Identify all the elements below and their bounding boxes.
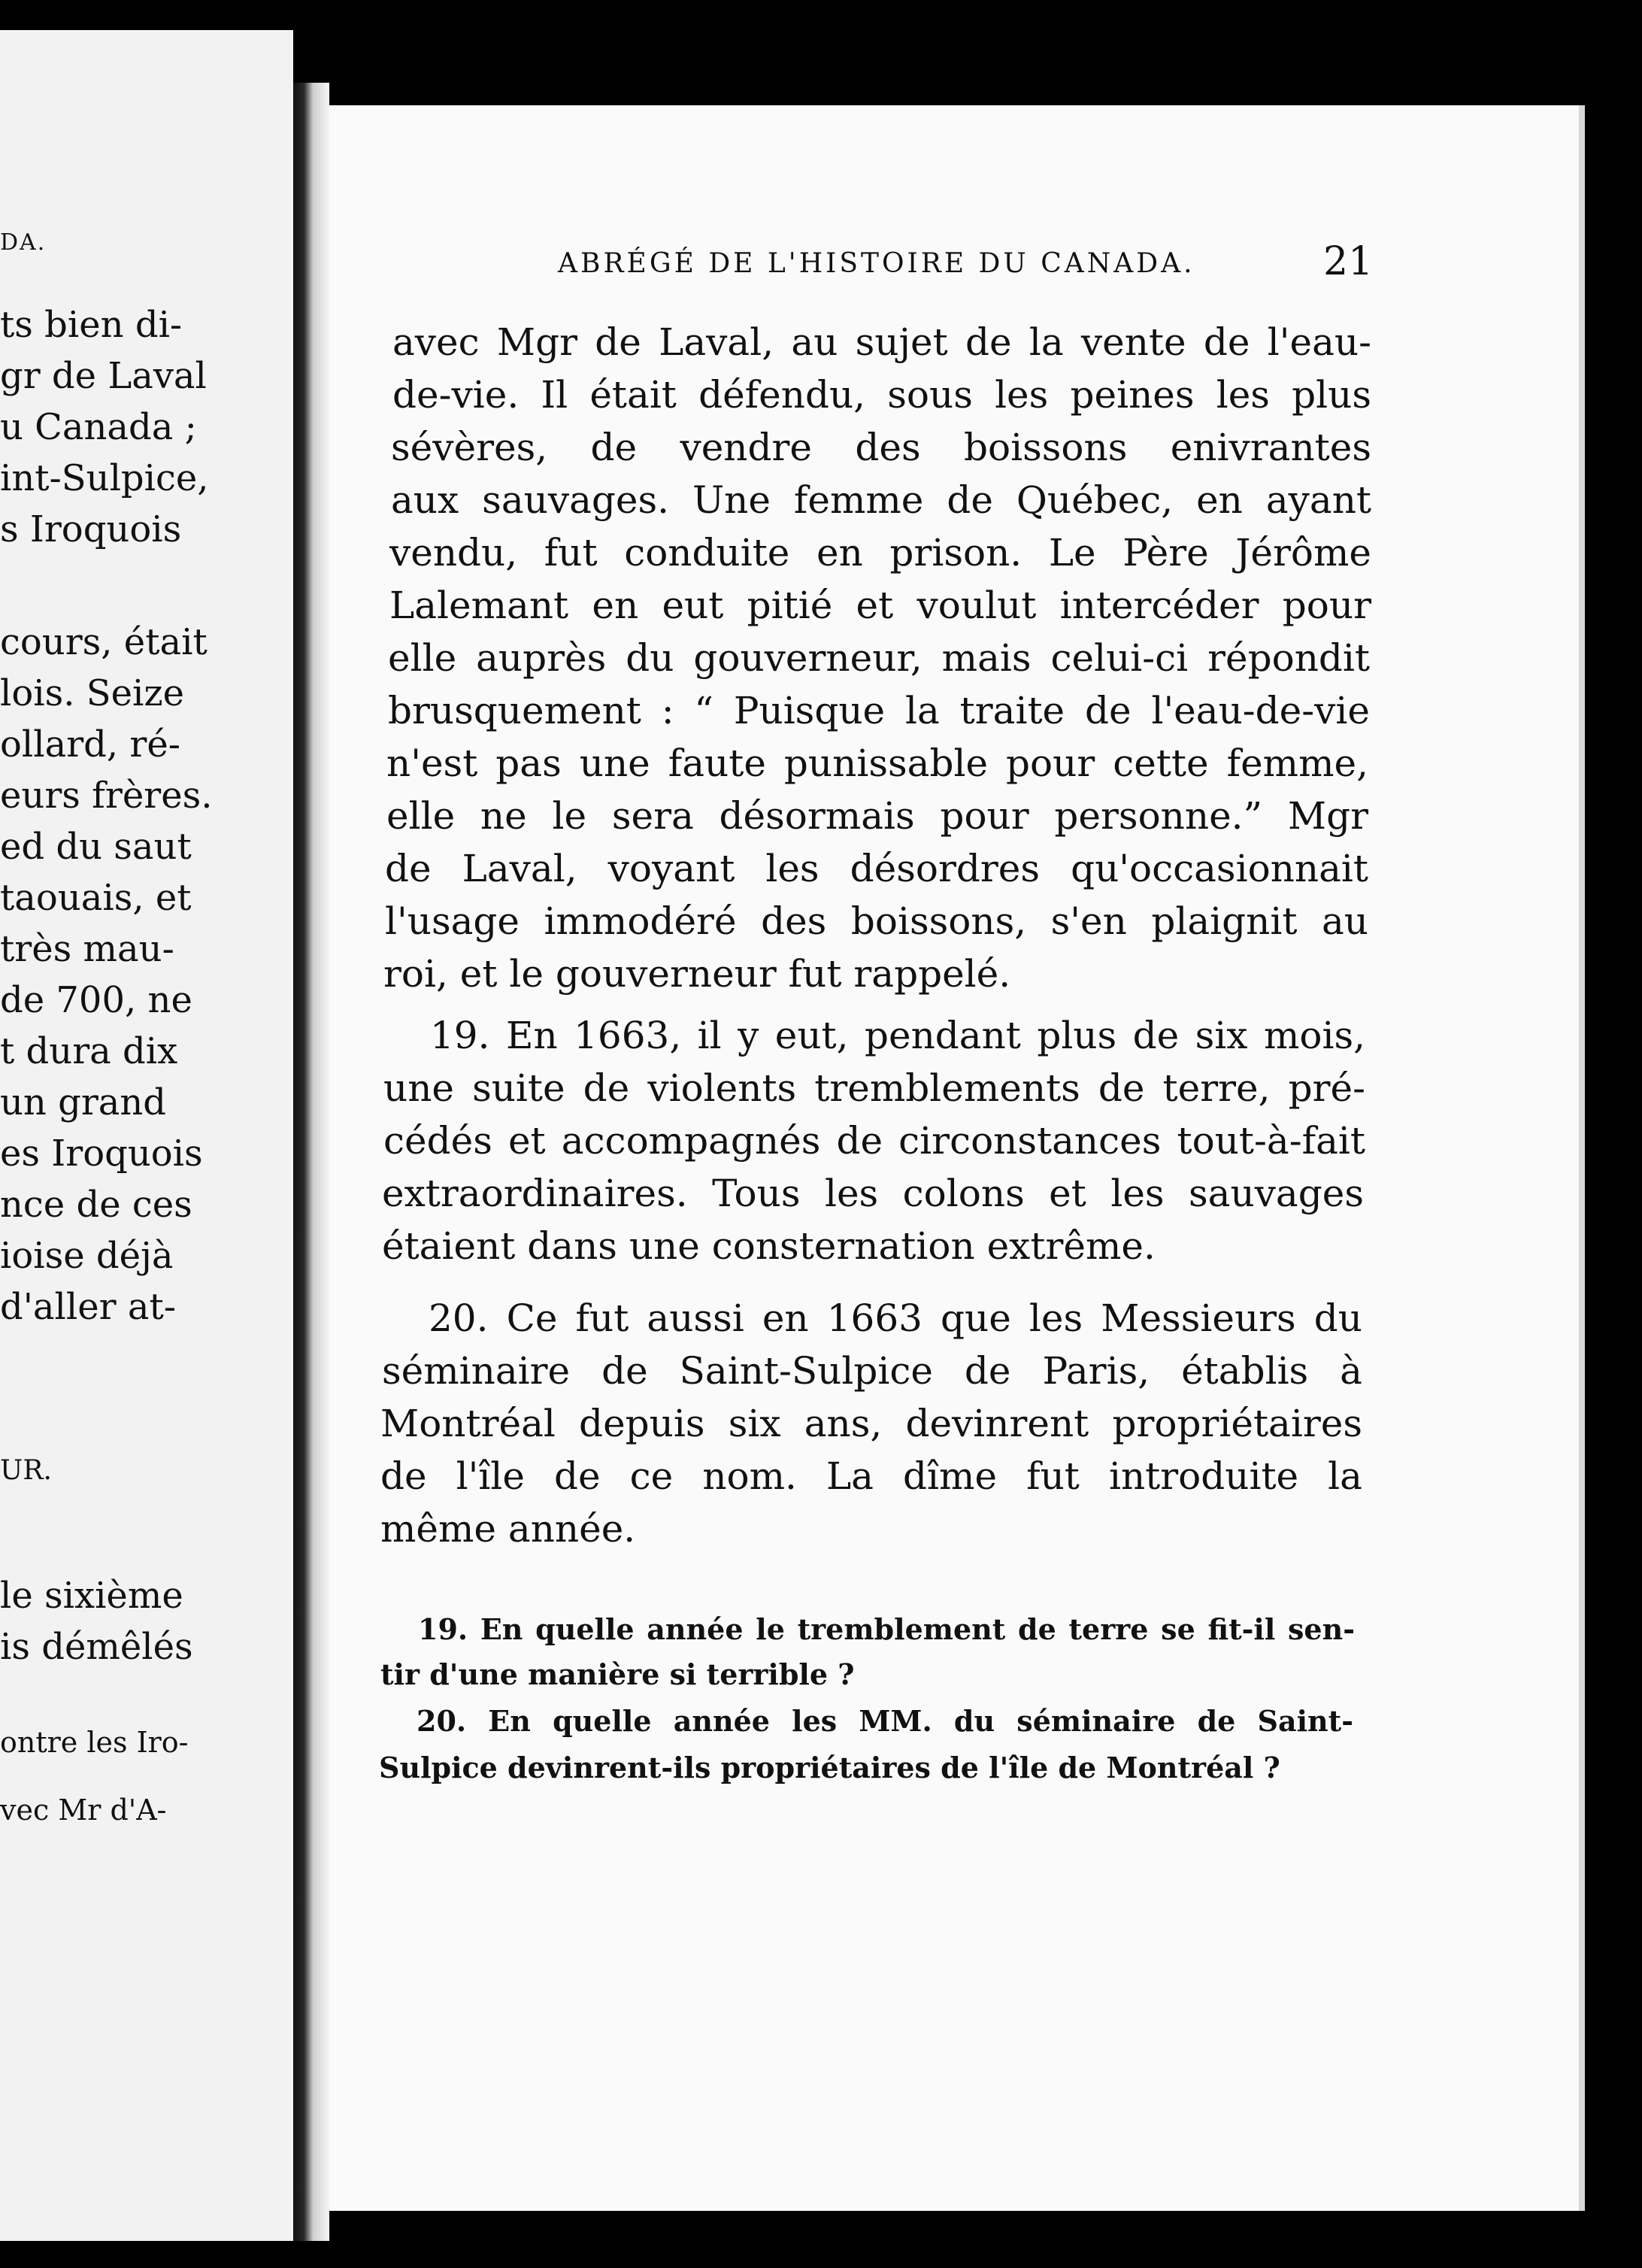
page-number: 21 [1323, 239, 1374, 284]
left-line: is démêlés [0, 1626, 193, 1668]
paragraph-line: aux sauvages. Une femme de Québec, en ayant [391, 478, 1371, 522]
question-line: Sulpice devinrent-ils propriétaires de l'île de Montréal ? [379, 1751, 1280, 1784]
question-line: 20. En quelle année les MM. du séminaire de Saint- [417, 1704, 1353, 1738]
paragraph-line: une suite de violents tremblements de terre, pré- [383, 1066, 1365, 1110]
paragraph-line: séminaire de Saint-Sulpice de Paris, établis à [382, 1349, 1362, 1393]
paragraph-line: brusquement : “ Puisque la traite de l'eau-de-vie [388, 689, 1370, 732]
paragraph-line: de-vie. Il était défendu, sous les peines les plus [392, 373, 1371, 417]
left-line: d'aller at- [0, 1286, 176, 1328]
left-line: eurs frères. [0, 775, 213, 817]
left-line: taouais, et [0, 877, 192, 919]
left-line: de 700, ne [0, 979, 192, 1021]
paragraph-line: même année. [380, 1507, 636, 1551]
paragraph-line: extraordinaires. Tous les colons et les sauvages [382, 1172, 1364, 1215]
left-line: ollard, ré- [0, 723, 180, 766]
paragraph-line: Lalemant en eut pitié et voulut intercéder pour [389, 584, 1371, 627]
paragraph-line: vendu, fut conduite en prison. Le Père Jérôme [389, 531, 1371, 575]
left-line: très mau- [0, 928, 174, 970]
left-question-line: vec Mr d'A- [0, 1793, 167, 1827]
left-line: int-Sulpice, [0, 457, 209, 499]
left-line: le sixième [0, 1575, 183, 1617]
left-line: un grand [0, 1081, 167, 1123]
question-line: 19. En quelle année le tremblement de terre se fit-il sen- [418, 1612, 1355, 1646]
left-line: ed du saut [0, 826, 192, 868]
question-line: tir d'une manière si terrible ? [380, 1657, 855, 1691]
paragraph-line: elle ne le sera désormais pour personne.” Mgr [386, 794, 1368, 838]
left-line: ts bien di- [0, 304, 183, 346]
paragraph-line: roi, et le gouverneur fut rappelé. [383, 952, 1011, 996]
paragraph-line: 20. Ce fut aussi en 1663 que les Messieurs du [429, 1296, 1362, 1340]
paragraph-line: l'usage immodéré des boissons, s'en plaignit au [385, 899, 1368, 943]
page-edge [1579, 105, 1585, 2211]
left-line: es Iroquois [0, 1132, 203, 1175]
paragraph-line: n'est pas une faute punissable pour cette femme, [386, 741, 1368, 785]
paragraph-line: avec Mgr de Laval, au sujet de la vente de l'eau- [392, 320, 1371, 364]
left-page-fragment [0, 30, 293, 2241]
left-section-heading: UR. [0, 1455, 52, 1486]
left-line: cours, était [0, 621, 208, 663]
paragraph-line: sévères, de vendre des boissons enivrantes [391, 426, 1371, 469]
paragraph-line: Montréal depuis six ans, devinrent propriétaires [380, 1402, 1362, 1445]
paragraph-line: de l'île de ce nom. La dîme fut introduite la [380, 1454, 1362, 1498]
paragraph-line: 19. En 1663, il y eut, pendant plus de six mois, [430, 1014, 1365, 1057]
left-question-line: ontre les Iro- [0, 1726, 189, 1759]
left-line: s Iroquois [0, 508, 182, 550]
book-gutter [293, 83, 329, 2241]
paragraph-line: étaient dans une consternation extrême. [382, 1224, 1156, 1268]
running-head: ABRÉGÉ DE L'HISTOIRE DU CANADA. [558, 248, 1195, 279]
paragraph-line: elle auprès du gouverneur, mais celui-ci répondit [388, 636, 1370, 680]
left-running-head: DA. [0, 229, 47, 256]
left-line: lois. Seize [0, 672, 185, 714]
left-line: t dura dix [0, 1030, 178, 1072]
left-line: u Canada ; [0, 406, 197, 448]
left-line: ioise déjà [0, 1235, 174, 1277]
paragraph-line: de Laval, voyant les désordres qu'occasionnait [385, 847, 1368, 890]
paragraph-line: cédés et accompagnés de circonstances tout-à-fait [383, 1119, 1365, 1163]
left-line: nce de ces [0, 1184, 192, 1226]
left-line: gr de Laval [0, 355, 207, 397]
